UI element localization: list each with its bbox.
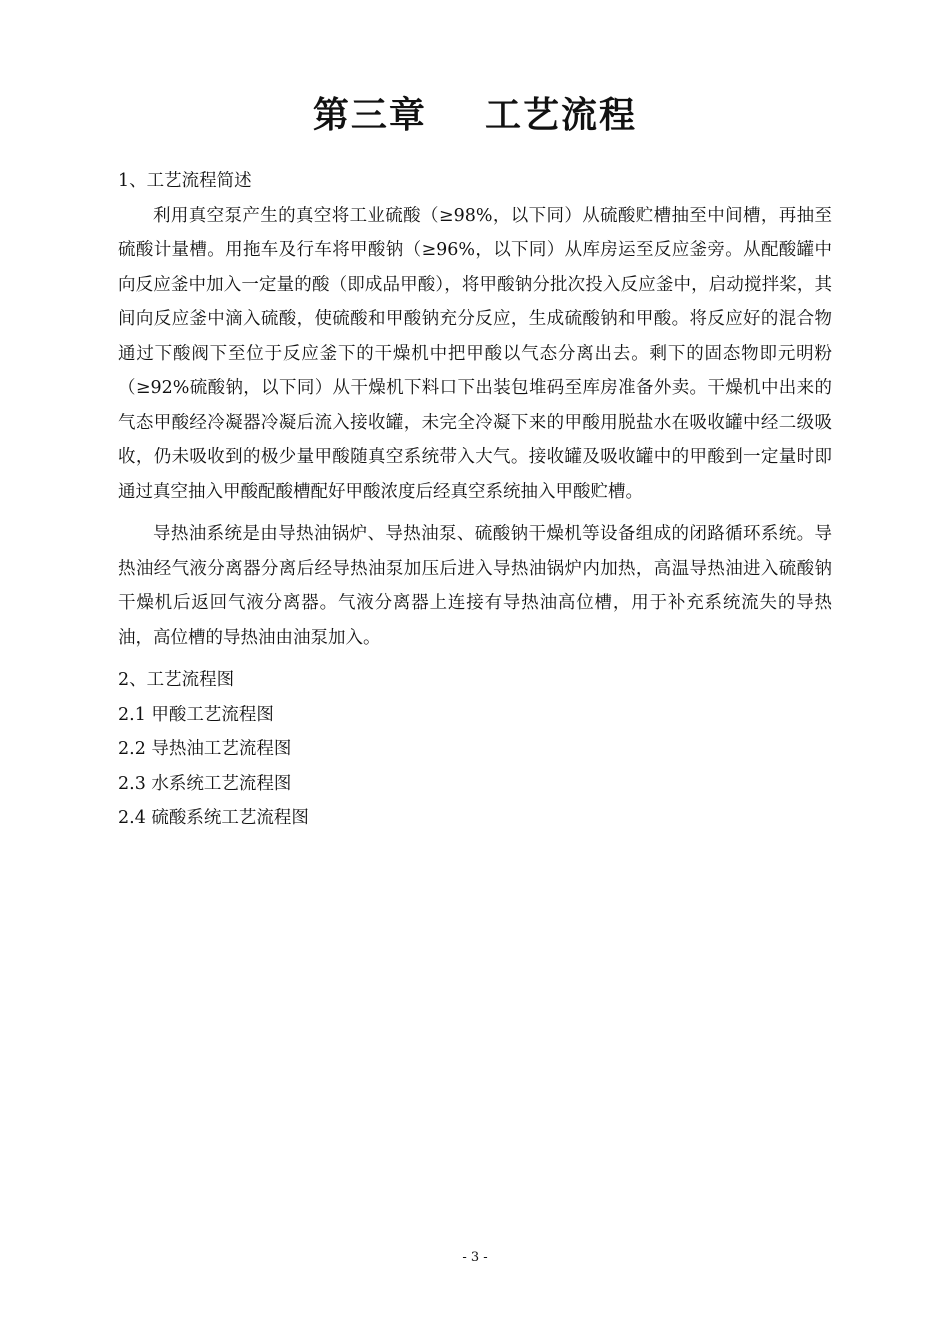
process-description-paragraph: 利用真空泵产生的真空将工业硫酸（≥98%，以下同）从硫酸贮槽抽至中间槽，再抽至硫酸计量槽。用拖车及行车将甲酸钠（≥96%，以下同）从库房运至反应釜旁。从配酸罐中向反应釜中加入一定量的酸（即成品甲酸），将甲酸钠分批次投入反应釜中，启动搅拌桨，其间向反应釜中滴入硫酸，使硫酸和甲酸钠充分反应，生成硫酸钠和甲酸。将反应好的混合物通过下酸阀下至位于反应釜下的干燥机中把甲酸以气态分离出去。剩下的固态物即元明粉（≥92%硫酸钠，以下同）从干燥机下料口下出装包堆码至库房准备外卖。干燥机中出来的气态甲酸经冷凝器冷凝后流入接收罐，未完全冷凝下来的甲酸用脱盐水在吸收罐中经二级吸收，仍未吸收到的极少量甲酸随真空系统带入大气。接收罐及吸收罐中的甲酸到一定量时即通过真空抽入甲酸配酸槽配好甲酸浓度后经真空系统抽入甲酸贮槽。 [118, 205, 832, 502]
subsection-2-3: 2.3 水系统工艺流程图 [118, 773, 292, 794]
chapter-title: 第三章 工艺流程 [312, 95, 638, 136]
subsection-2-2: 2.2 导热油工艺流程图 [118, 739, 292, 759]
page-number: - 3 - [462, 1250, 488, 1265]
heat-oil-system-paragraph: 导热油系统是由导热油锅炉、导热油泵、硫酸钠干燥机等设备组成的闭路循环系统。导热油经气液分离器分离后经导热油泵加压后进入导热油锅炉内加热，高温导热油进入硫酸钠干燥机后返回气液分离器。气液分离器上连接有导热油高位槽，用于补充系统流失的导热油，高位槽的导热油由油泵加入。 [118, 524, 832, 648]
section-2-heading: 2、工艺流程图 [118, 670, 235, 690]
content-body [118, 164, 832, 836]
section-1-heading: 1、工艺流程简述 [118, 171, 252, 191]
subsection-2-1: 2.1 甲酸工艺流程图 [118, 704, 274, 725]
subsection-2-4: 2.4 硫酸系统工艺流程图 [118, 808, 309, 828]
